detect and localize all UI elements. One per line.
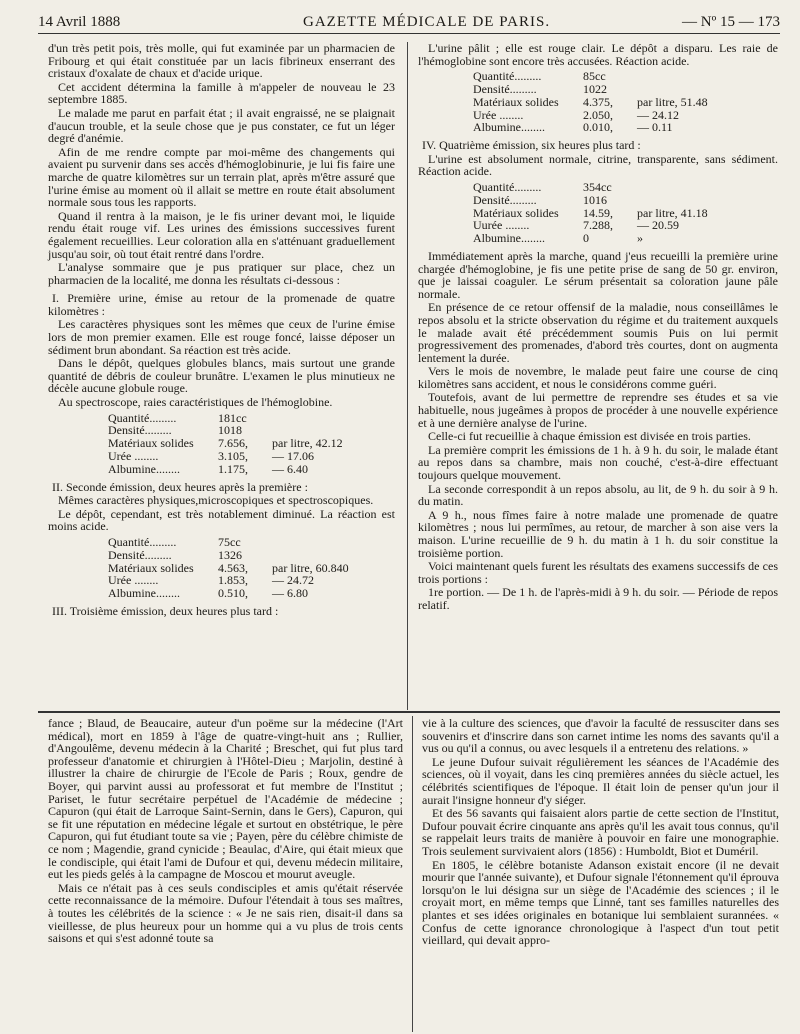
paragraph: d'un très petit pois, très molle, qui fut examinée par un pharmacien de Fribourg et qui était constituée par un lacis fibrineux enserrant des cristaux d'oxalate de chaux et d'acide urique. <box>48 41 395 81</box>
paragraph: L'urine pâlit ; elle est rouge clair. Le dépôt a disparu. Les raie de l'hémoglobine sont encore très accusées. Réaction acide. <box>418 41 778 68</box>
paragraph: Mais ce n'était pas à ces seuls condisciples et amis qu'était réservée cette reconnaissance de la mémoire. Dufour l'étendait à tous ses maîtres, à toutes les célébrités de la science : « Je ne sais rien, disait-il dans sa vieillesse, de plus heureux pour un homme qui a vu plus de trois cents saisons et qui s'est adonné toute sa <box>48 880 403 946</box>
paragraph: Dans le dépôt, quelques globules blancs, mais surtout une grande quantité de débris de couleur brunâtre. L'examen le plus minutieux ne décèle aucune globule rouge. <box>48 356 395 396</box>
table-row: Uurée ........ 7.288, — 20.59 <box>473 218 679 233</box>
table-row: Quantité......... 85cc <box>473 69 606 84</box>
section-heading: IV. Quatrième émission, six heures plus tard : <box>422 138 641 153</box>
table-row: Densité......... 1326 <box>108 547 242 562</box>
paragraph: Les caractères physiques sont les mêmes que ceux de l'urine émise lors de mon premier examen. Elle est rouge foncé, laisse déposer un sédiment brun abondant. Sa réaction est très acide. <box>48 317 395 357</box>
paragraph: 1re portion. — De 1 h. de l'après-midi à 9 h. du soir. — Période de repos relatif. <box>418 585 778 612</box>
section-heading: I. Première urine, émise au retour de la promenade de quatre kilomètres : <box>48 291 395 318</box>
table-row: Densité......... 1016 <box>473 192 607 207</box>
table-row: Albumine........ 0.510, — 6.80 <box>108 586 308 601</box>
section-heading: II. Seconde émission, deux heures après la première : <box>52 479 308 494</box>
paragraph: Et des 56 savants qui faisaient alors partie de cette section de l'Institut, Dufour pouvait écrire cinquante ans après qu'il les avait tous connus, qu'il se rappelait leurs traits de manière à pouvoir en faire une monographie. Trois seulement survivaient alors (1856) : Humboldt, Biot et Duméril. <box>422 806 779 858</box>
column-divider <box>412 716 413 1032</box>
table-row: Matériaux solides 14.59, par litre, 41.18 <box>473 205 708 220</box>
paragraph: fance ; Blaud, de Beaucaire, auteur d'un poëme sur la médecine (l'Art médical), mort en 1859 à l'âge de quatre-vingt-huit ans ; Rullier, d'Angoulême, devenu médecin à la Charité ; Breschet, qui fut plus tard professeur d'anatomie et chirurgien à l'Hôtel-Dieu ; Marjolin, destiné à illustrer la chaire de chirurgie de l'Ecole de Paris ; Roux, gendre de Boyer, qui parvint aussi au professorat et fut membre de l'Institut ; Pariset, le futur secrétaire perpétuel de l'Académie de médecine ; Capuron (qui était de Larroque Saint-Sernin, dans le Gers), Capuron, qui se fit une réputation en médecine légale et surtout en obstétrique, le père Capuron, qui fut étudiant toute sa vie ; Payen, père du célèbre chimiste de ce nom ; Magendie, grand cynicide ; Beaulac, d'Aire, qui était mieux que le condisciple, qui était l'ami de Dufour et qui, devenu médecin militaire, eut les pieds gelés à la campagne de Moscou et mourut aveugle. <box>48 716 403 882</box>
header-title: GAZETTE MÉDICALE DE PARIS. <box>303 14 551 30</box>
table-row: Urée ........ 3.105, — 17.06 <box>108 449 314 464</box>
table-row: Matériaux solides 4.563, par litre, 60.840 <box>108 560 349 575</box>
paragraph: Mêmes caractères physiques,microscopiques et spectroscopiques. <box>58 493 374 508</box>
feuilleton-left-column <box>48 717 403 946</box>
header-date: 14 Avril 1888 <box>38 14 121 30</box>
table-row: Albumine........ 0 » <box>473 231 643 246</box>
paragraph: En 1805, le célèbre botaniste Adanson existait encore (il ne devait mourir que l'année suivante), et Dufour signale l'étonnement qu'il éprouva lorsqu'on le lui désigna sur un siège de l'Académie des sciences ; il le croyait mort, en même temps que Linné, tant ses familles naturelles des plantes et ses idées originales en botanique lui semblaient surannées. « Confus de cette ignorance chronologique à l'aspect d'un tout petit vieillard, qui devait appro- <box>422 857 779 948</box>
paragraph: La seconde correspondit à un repos absolu, au lit, de 9 h. du soir à 9 h. du matin. <box>418 481 778 509</box>
analysis-table-3 <box>473 70 712 134</box>
paragraph: En présence de ce retour offensif de la maladie, nous conseillâmes le repos absolu et la stricte observation du régime et du traitement auxquels le malade avait été précédemment soumis Puis on lui permit progressivement des promenades, d'abord très courtes, dont on augmenta lentement la durée. <box>418 300 778 365</box>
table-row: Urée ........ 2.050, — 24.12 <box>473 107 679 122</box>
table-row: Albumine........ 1.175, — 6.40 <box>108 461 308 476</box>
table-row: Quantité......... 75cc <box>108 534 241 549</box>
paragraph: Cet accident détermina la famille à m'appeler de nouveau le 23 septembre 1885. <box>48 79 395 107</box>
analysis-table-4 <box>473 181 712 245</box>
paragraph: Afin de me rendre compte par moi-même des changements qui avaient pu survenir dans ses accès d'hémoglobinurie, je lui fis faire une marche de quatre kilomètres sur un terrain plat, après m'être assuré que l'urine émise au moment où il allait se mettre en route était absolument normale sous tous les rapports. <box>48 144 395 210</box>
table-row: Albumine........ 0.010, — 0.11 <box>473 120 673 135</box>
paragraph: Au spectroscope, raies caractéristiques de l'hémoglobine. <box>58 395 333 410</box>
paragraph: A 9 h., nous fîmes faire à notre malade une promenade de quatre kilomètres ; nous lui permîmes, au retour, de marcher à son aise vers la maison. L'urine recueillie de 9 h. du matin à 1 h. du soir constitue la troisième portion. <box>418 507 778 560</box>
paragraph: Toutefois, avant de lui permettre de reprendre ses études et sa vie habituelle, nous jugeâmes à propos de procéder à une nouvelle expérience et à une dernière analyse de l'urine. <box>418 390 778 430</box>
paragraph: Voici maintenant quels furent les résultats des examens successifs de ces trois portions : <box>418 559 778 586</box>
table-row: Urée ........ 1.853, — 24.72 <box>108 573 314 588</box>
paragraph: Celle-ci fut recueillie à chaque émission est divisée en trois parties. <box>428 429 751 444</box>
table-row: Matériaux solides 4.375, par litre, 51.48 <box>473 94 708 109</box>
paragraph: Le jeune Dufour suivait régulièrement les séances de l'Académie des sciences, où il voyait, dans les cinq premières années du siècle actuel, les célébrités scientifiques de l'époque. Il était loin de penser qu'un jour il aurait l'insigne honneur d'y siéger. <box>422 754 779 807</box>
analysis-table-2 <box>108 536 353 600</box>
table-row: Densité......... 1018 <box>108 423 242 438</box>
paragraph: Le dépôt, cependant, est très notablement diminué. La réaction est moins acide. <box>48 506 395 534</box>
paragraph: Vers le mois de novembre, le malade peut faire une course de cinq kilomètres sans accident, et nous le considérons comme guéri. <box>418 364 778 391</box>
paragraph: Le malade me parut en parfait état ; il avait engraissé, ne se plaignait d'aucun trouble, et la seule chose que je pus constater, ce fut un léger degré d'anémie. <box>48 105 395 146</box>
analysis-table-1 <box>108 412 347 476</box>
paragraph: vie à la culture des sciences, que d'avoir la faculté de ressusciter dans ses souvenirs et d'inscrire dans son carnet intime les noms des savants qu'il a vus ou qu'il a connus, ou avec lesquels il a entretenu des relations. » <box>422 716 779 756</box>
table-row: Quantité......... 354cc <box>473 179 612 194</box>
paragraph: Quand il rentra à la maison, je le fis uriner devant moi, le liquide rendu était rouge vif. Les urines des émissions successives furent également recueillies. Leur coloration alla en s'atténuant graduellement jusqu'au soir, où tout était rentré dans l'ordre. <box>48 208 395 261</box>
page-header <box>38 12 780 38</box>
column-divider <box>407 42 408 710</box>
paragraph: L'urine est absolument normale, citrine, transparente, sans sédiment. Réaction acide. <box>418 151 778 179</box>
right-column <box>418 42 778 613</box>
section-heading: III. Troisième émission, deux heures plus tard : <box>52 603 279 618</box>
table-row: Matériaux solides 7.656, par litre, 42.12 <box>108 436 343 451</box>
header-rule <box>38 33 780 34</box>
paragraph: L'analyse sommaire que je pus pratiquer sur place, chez un pharmacien de la localité, me donna les résultats ci-dessous : <box>48 260 395 287</box>
feuilleton-rule <box>38 711 780 713</box>
left-column <box>48 42 395 619</box>
paragraph: Immédiatement après la marche, quand j'eus recueilli la première urine chargée d'hémoglobine, je fis une petite prise de sang de 50 gr. environ, que je laissai coaguler. Le sérum présentait sa coloration jaune pâle normale. <box>418 248 778 301</box>
feuilleton-right-column <box>422 717 779 948</box>
header-issue: — Nº 15 — 173 <box>682 14 780 30</box>
table-row: Densité......... 1022 <box>473 81 607 96</box>
table-row: Quantité......... 181cc <box>108 410 247 425</box>
paragraph: La première comprit les émissions de 1 h. à 9 h. du soir, le malade étant au repos dans sa chambre, mais non couché, c'est-à-dire effectuant toujours quelque mouvement. <box>418 442 778 483</box>
